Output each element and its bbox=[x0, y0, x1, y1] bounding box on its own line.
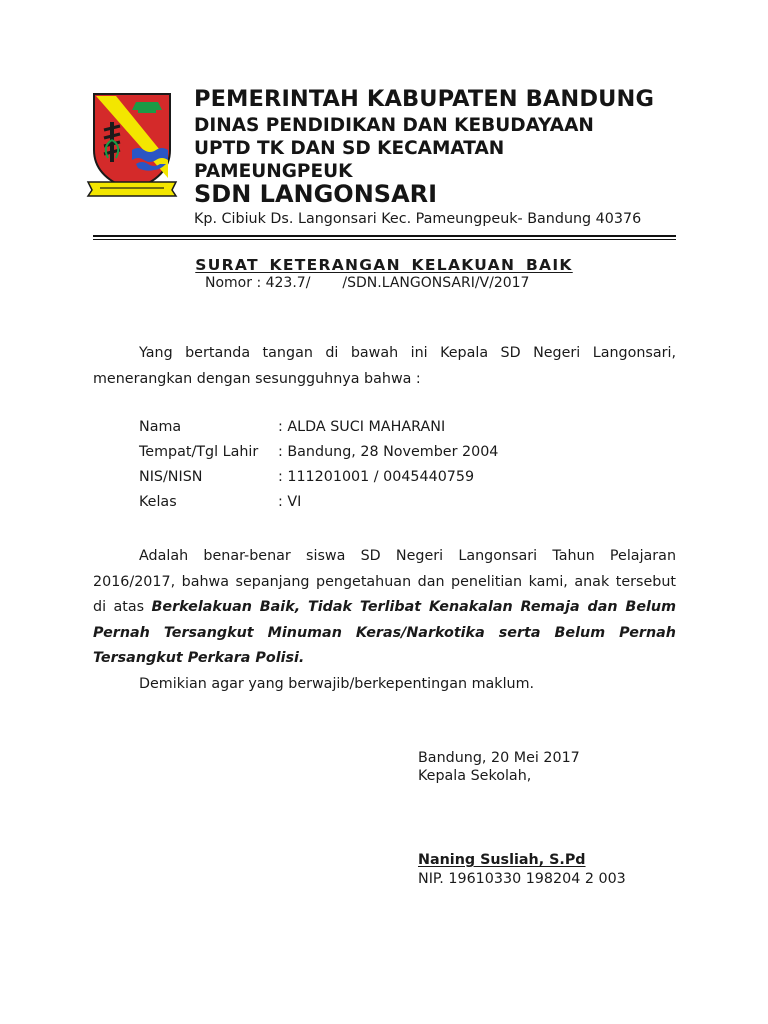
letter-number bbox=[205, 275, 529, 291]
field-row-nis bbox=[139, 469, 474, 489]
school-address: Kp. Cibiuk Ds. Langonsari Kec. Pameungpeuk- Bandung 40376 bbox=[194, 211, 642, 227]
intro-text: Yang bertanda tangan di bawah ini Kepala SD Negeri Langonsari, menerangkan dengan sesungguhnya bahwa : bbox=[93, 345, 676, 387]
signature-position: Kepala Sekolah, bbox=[418, 768, 532, 784]
signature-place-date: Bandung, 20 Mei 2017 bbox=[418, 750, 580, 766]
field-value: : ALDA SUCI MAHARANI bbox=[278, 419, 446, 435]
government-heading: PEMERINTAH KABUPATEN BANDUNG bbox=[194, 86, 655, 112]
school-name: SDN LANGONSARI bbox=[194, 180, 438, 208]
district-heading: PAMEUNGPEUK bbox=[194, 161, 353, 182]
statement-text: Adalah benar-benar siswa SD Negeri Langonsari Tahun Pelajaran 2016/2017, bahwa sepanjang pengetahuan dan penelitian kami, anak tersebut di atas bbox=[93, 548, 676, 615]
department-heading: DINAS PENDIDIKAN DAN KEBUDAYAAN bbox=[194, 115, 594, 136]
letterhead-divider-thin bbox=[93, 239, 676, 240]
statement-paragraph bbox=[93, 544, 676, 672]
field-label: Kelas bbox=[139, 494, 177, 510]
statement-emphasis: Berkelakuan Baik, Tidak Terlibat Kenakalan Remaja dan Belum Pernah Tersangkut Minuman Keras/Narkotika serta Belum Pernah Tersangkut Perkara Polisi. bbox=[93, 599, 676, 666]
field-value: : VI bbox=[278, 494, 302, 510]
field-label: NIS/NISN bbox=[139, 469, 203, 485]
unit-heading: UPTD TK DAN SD KECAMATAN bbox=[194, 138, 505, 159]
letter-title-text: SURAT KETERANGAN KELAKUAN BAIK bbox=[195, 256, 573, 274]
letter-number-suffix: /SDN.LANGONSARI/V/2017 bbox=[342, 275, 530, 291]
intro-paragraph bbox=[93, 341, 676, 392]
closing-paragraph bbox=[93, 672, 676, 698]
letter-number-prefix: Nomor : 423.7/ bbox=[205, 275, 311, 291]
field-row-kelas bbox=[139, 494, 301, 514]
field-row-birth bbox=[139, 444, 498, 464]
field-value: : Bandung, 28 November 2004 bbox=[278, 444, 499, 460]
closing-text: Demikian agar yang berwajib/berkepentingan maklum. bbox=[139, 676, 535, 692]
letter-title bbox=[0, 256, 768, 274]
signatory-nip: NIP. 19610330 198204 2 003 bbox=[418, 871, 626, 887]
bandung-regency-crest-icon bbox=[86, 90, 178, 198]
field-label: Tempat/Tgl Lahir bbox=[139, 444, 259, 460]
field-value: : 111201001 / 0045440759 bbox=[278, 469, 475, 485]
field-label: Nama bbox=[139, 419, 182, 435]
field-row-nama bbox=[139, 419, 445, 439]
signatory-name: Naning Susliah, S.Pd bbox=[418, 852, 586, 868]
letterhead-divider-thick bbox=[93, 235, 676, 237]
